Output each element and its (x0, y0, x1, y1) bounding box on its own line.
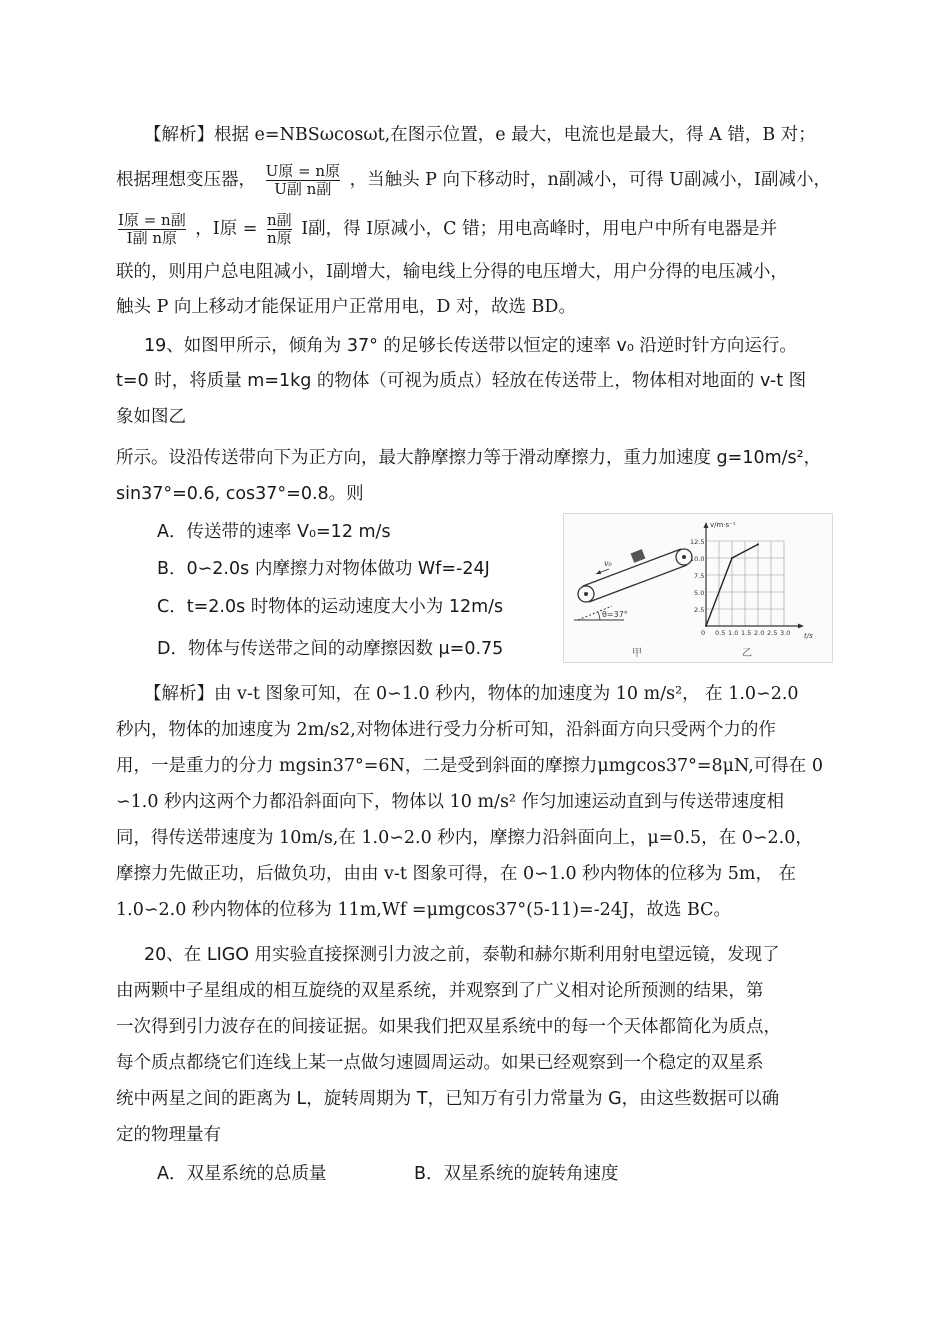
angle-label: θ=37° (602, 610, 628, 619)
analysis18-line2-start: 根据理想变压器， (116, 170, 256, 190)
vt-graph (690, 521, 813, 659)
q19-line3: 象如图乙 (116, 407, 186, 427)
analysis18-line4: 联的，则用户总电阻减小，I副增大，输电线上分得的电压增大，用户分得的电压减小， (116, 262, 788, 282)
ratio-u-denominator: U副 n副 (274, 180, 332, 198)
analysis18-line5: 触头 P 向上移动才能保证用户正常用电，D 对，故选 BD。 (116, 297, 576, 317)
q19-line5: sin37°=0.6, cos37°=0.8。则 (116, 484, 364, 504)
label-yi: 乙 (742, 648, 752, 659)
v0-arrowhead (596, 570, 601, 574)
q19-line1: 19、如图甲所示，倾角为 37° 的足够长传送带以恒定的速率 v₀ 沿逆时针方向运行。 (144, 336, 797, 356)
ratio-u-numerator: U原 = n原 (265, 162, 340, 180)
block (631, 549, 646, 563)
angle-arc (598, 612, 600, 620)
ratio-i-denominator: I副 n原 (126, 229, 178, 247)
ratio-n-numerator: n副 (267, 211, 292, 229)
vt-xtick-1-5: 1.5 (741, 629, 752, 637)
v0-label: v₀ (604, 559, 612, 568)
vt-grid (706, 541, 784, 626)
analysis19-line1: 【解析】由 v-t 图象可知，在 0∽1.0 秒内，物体的加速度为 10 m/s²， 在 1.0∽2.0 (144, 684, 799, 704)
vt-ytick-7-5: 7.5 (694, 572, 705, 580)
analysis18-line3 (118, 212, 777, 247)
vt-xtick-2: 2.0 (754, 629, 765, 637)
vt-y-arrow (704, 522, 709, 528)
analysis18-line2-end: ，当触头 P 向下移动时，n副减小，可得 U副减小，I副减小， (349, 170, 831, 190)
q20-line2: 由两颗中子星组成的相互旋绕的双星系统，并观察到了广义相对论所预测的结果，第 (116, 981, 764, 1001)
vt-xlabel: t/s (804, 632, 813, 640)
vt-ytick-12-5: 12.5 (690, 538, 705, 546)
analysis19-line7: 1.0∽2.0 秒内物体的位移为 11m,Wf =μmgcos37°(5-11)=-24J，故选 BC。 (116, 900, 732, 920)
vt-point (757, 543, 759, 545)
vt-ytick-2-5: 2.5 (694, 606, 705, 614)
analysis19-line4: ∽1.0 秒内这两个力都沿斜面向下，物体以 10 m/s² 作匀加速运动直到与传送带速度相 (116, 792, 784, 812)
q19-option-c: C．t=2.0s 时物体的运动速度大小为 12m/s (157, 597, 504, 617)
figure-conveyor-and-vt-graph (563, 513, 833, 663)
label-jia: 甲 (632, 648, 642, 659)
analysis19-line6: 摩擦力先做正功，后做负功，由由 v-t 图象可得，在 0∽1.0 秒内物体的位移为 5m， 在 (116, 864, 797, 884)
conveyor-diagram (574, 549, 692, 659)
analysis19-line3: 用，一是重力的分力 mgsin37°=6N，二是受到斜面的摩擦力μmgcos37°=8μN,可得在 0 (116, 756, 823, 776)
vt-xtick-0: 0 (701, 629, 706, 637)
ratio-u-fraction (266, 163, 340, 198)
vt-xtick-0-5: 0.5 (715, 629, 726, 637)
vt-ylabel: v/m·s⁻¹ (710, 521, 736, 529)
q19-option-d: D．物体与传送带之间的动摩擦因数 μ=0.75 (157, 639, 504, 659)
analysis19-line5: 同，得传送带速度为 10m/s,在 1.0∽2.0 秒内，摩擦力沿斜面向上，μ=0.5，在 0∽2.0， (116, 828, 813, 848)
ratio-n-denominator: n原 (267, 229, 292, 247)
q20-line4: 每个质点都绕它们连线上某一点做匀速圆周运动。如果已经观察到一个稳定的双星系 (116, 1053, 764, 1073)
q19-option-a: A．传送带的速率 V₀=12 m/s (157, 522, 391, 542)
q19-line2: t=0 时，将质量 m=1kg 的物体（可视为质点）轻放在传送带上，物体相对地面的 v-t 图 (116, 371, 807, 391)
vt-point (731, 557, 733, 559)
q20-line3: 一次得到引力波存在的间接证据。如果我们把双星系统中的每一个天体都简化为质点， (116, 1017, 781, 1037)
q19-line4: 所示。设沿传送带向下为正方向，最大静摩擦力等于滑动摩擦力，重力加速度 g=10m/s²， (116, 448, 822, 468)
upper-pulley-axle (682, 555, 686, 559)
analysis19-line2: 秒内，物体的加速度为 2m/s2,对物体进行受力分析可知，沿斜面方向只受两个力的作 (116, 720, 776, 740)
belt-bottom (589, 565, 687, 602)
ratio-i-numerator: I原 = n副 (118, 211, 186, 229)
analysis18-line3-end: I副，得 I原减小，C 错；用电高峰时，用电户中所有电器是并 (301, 219, 778, 239)
q20-line1: 20、在 LIGO 用实验直接探测引力波之前，泰勒和赫尔斯利用射电望远镜，发现了 (144, 945, 780, 965)
vt-xtick-3: 3.0 (780, 629, 791, 637)
ratio-i-fraction (118, 212, 186, 247)
vt-ytick-10: 10.0 (690, 555, 705, 563)
lower-pulley-axle (584, 592, 588, 596)
q19-option-b: B．0∽2.0s 内摩擦力对物体做功 Wf=-24J (157, 559, 490, 579)
vt-point (705, 625, 707, 627)
figure-svg (564, 514, 832, 662)
vt-xtick-1: 1.0 (728, 629, 739, 637)
q20-option-a: A．双星系统的总质量 (157, 1164, 327, 1184)
q20-line5: 统中两星之间的距离为 L，旋转周期为 T，已知万有引力常量为 G，由这些数据可以确 (116, 1089, 780, 1109)
analysis18-line1: 【解析】根据 e=NBSωcosωt,在图示位置，e 最大，电流也是最大，得 A 错，B 对； (144, 125, 816, 145)
analysis18-line3-mid: ，I原 = (195, 219, 258, 239)
ratio-n-fraction (267, 212, 292, 247)
vt-ytick-5: 5.0 (694, 589, 705, 597)
vt-xtick-2-5: 2.5 (767, 629, 778, 637)
analysis18-line2 (116, 163, 831, 198)
q20-line6: 定的物理量有 (116, 1125, 221, 1145)
vt-x-arrow (798, 624, 804, 629)
q20-option-b: B．双星系统的旋转角速度 (414, 1164, 619, 1184)
